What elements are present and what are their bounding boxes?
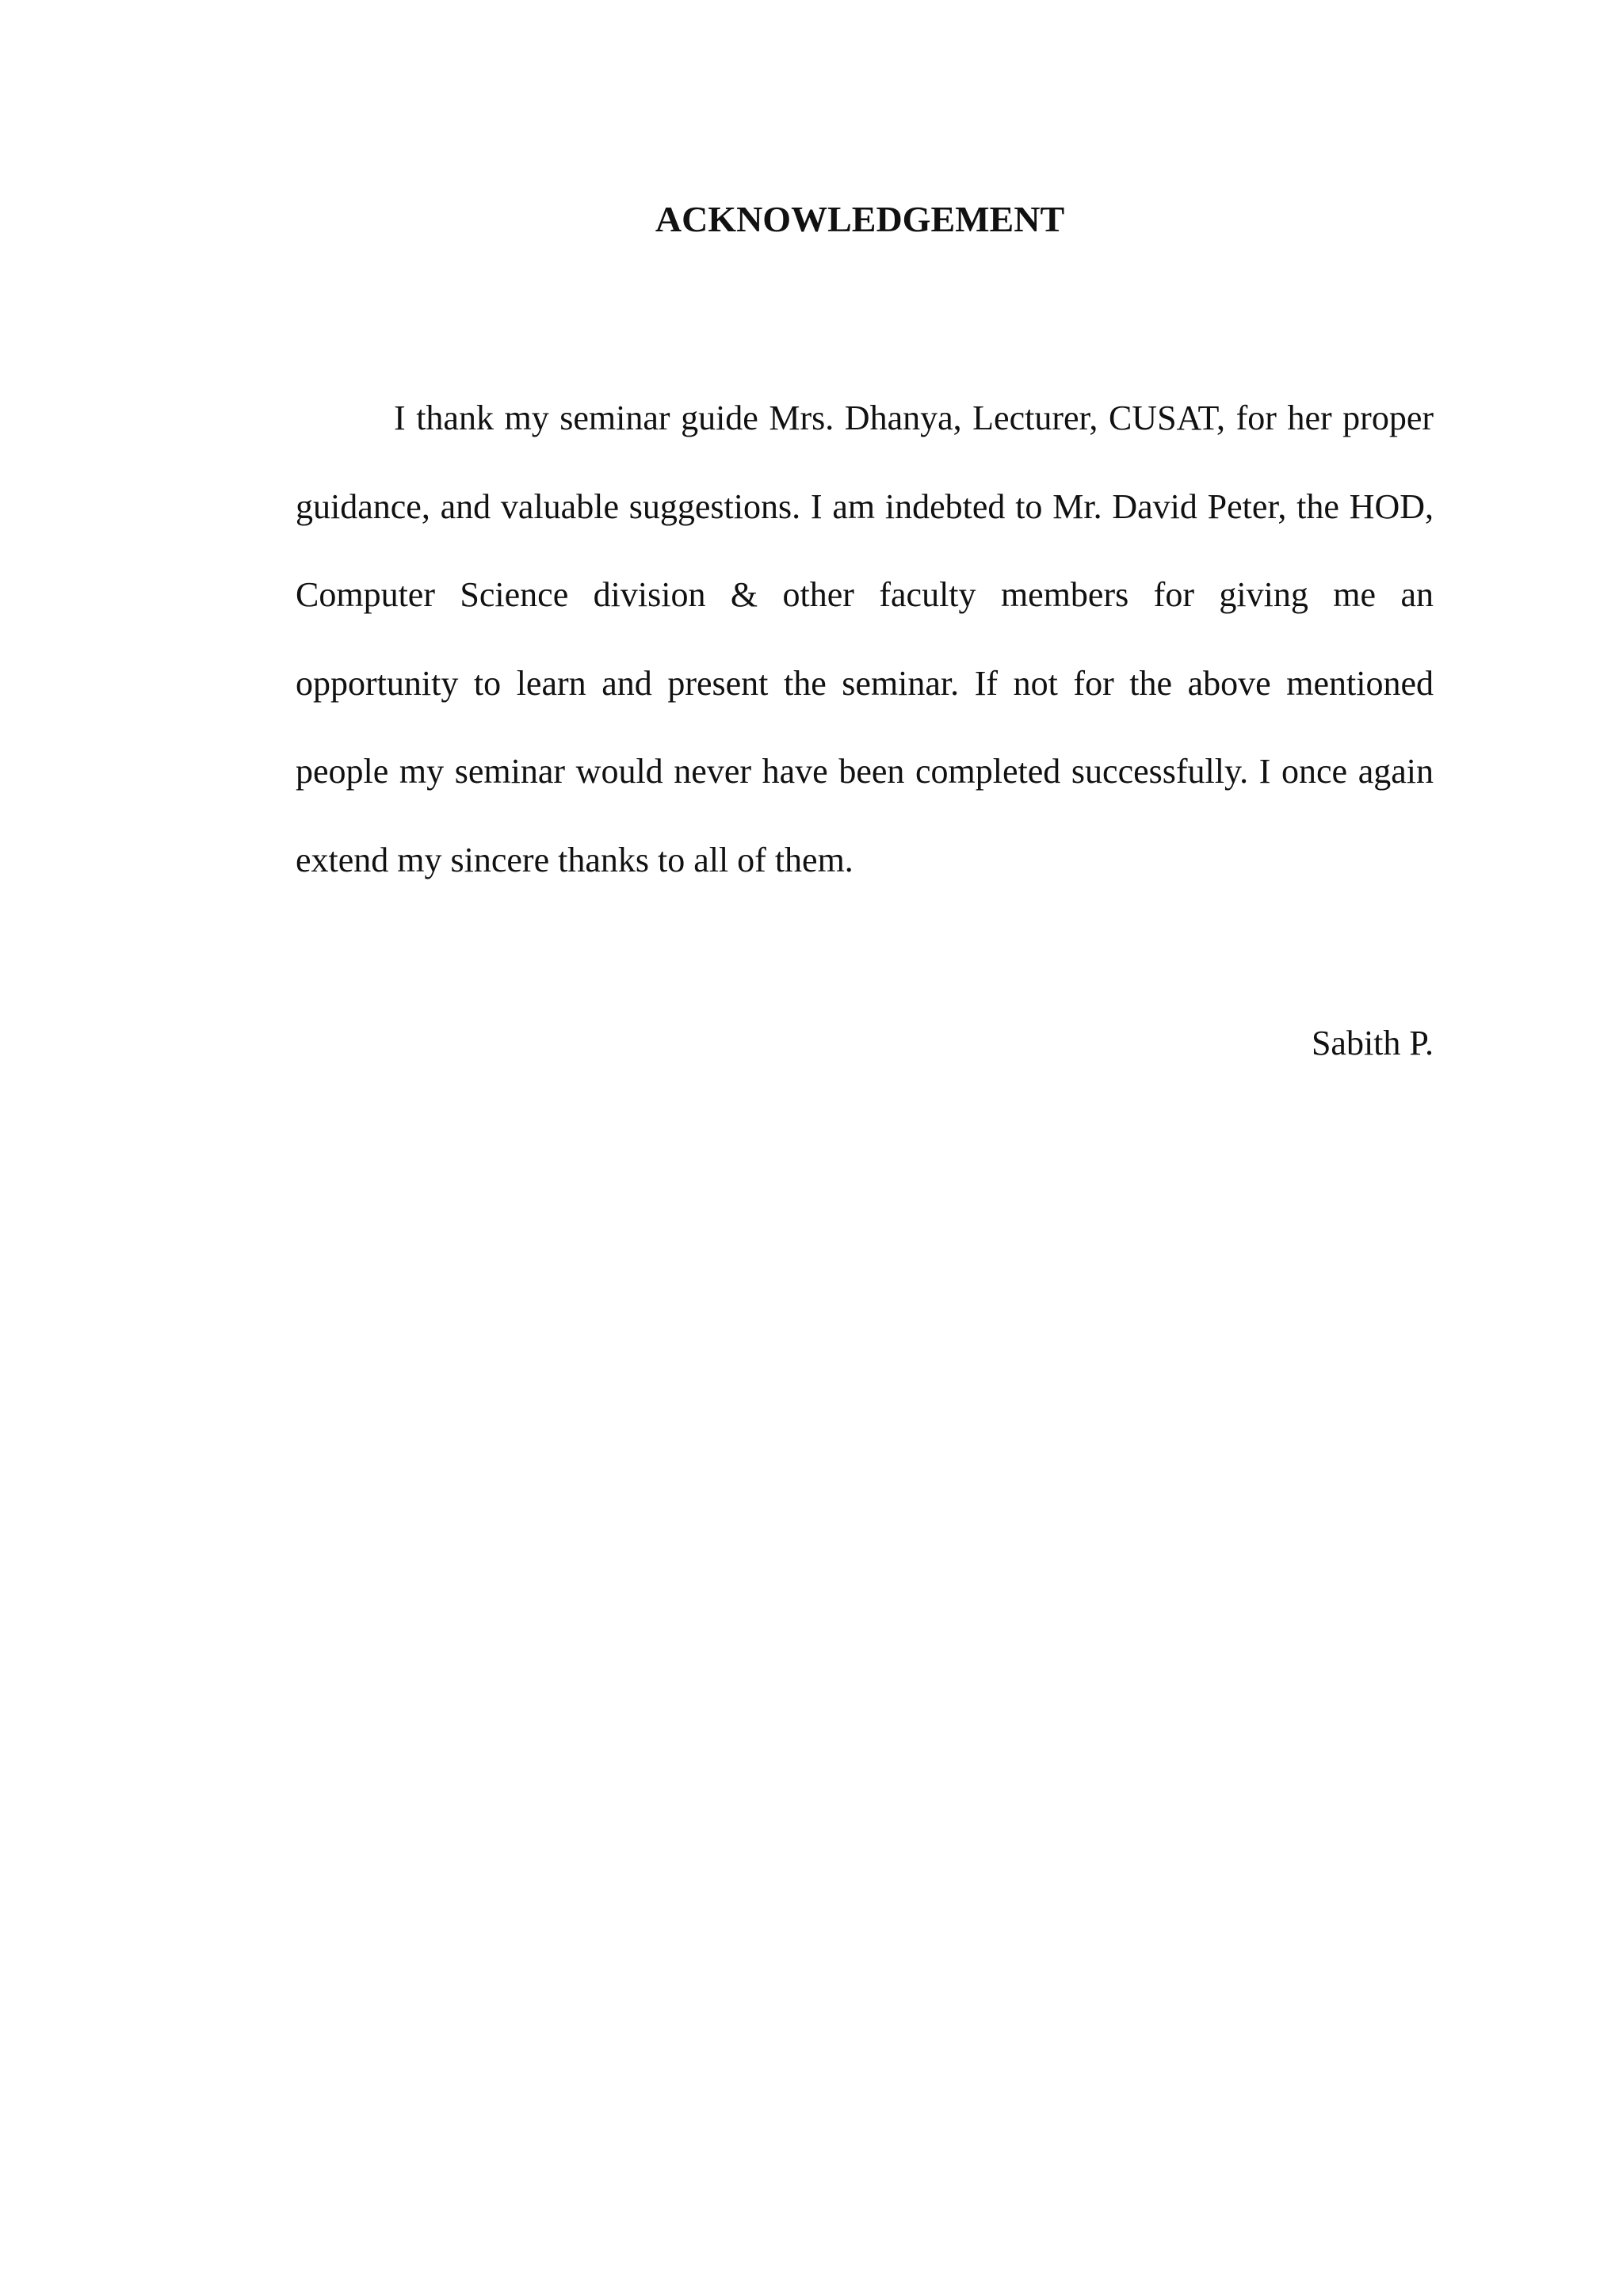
page-title: ACKNOWLEDGEMENT bbox=[655, 199, 1065, 239]
signature: Sabith P. bbox=[1311, 1024, 1434, 1062]
acknowledgement-paragraph: I thank my seminar guide Mrs. Dhanya, Lecturer, CUSAT, for her proper guidance, and valuable suggestions. I am indebted to Mr. David Peter, the HOD, Computer Science division & other faculty members for giving me an opportunity to learn and present the seminar. If not for the above mentioned people my seminar would never have been completed successfully. I once again extend my sincere thanks to all of them. bbox=[296, 399, 1434, 879]
